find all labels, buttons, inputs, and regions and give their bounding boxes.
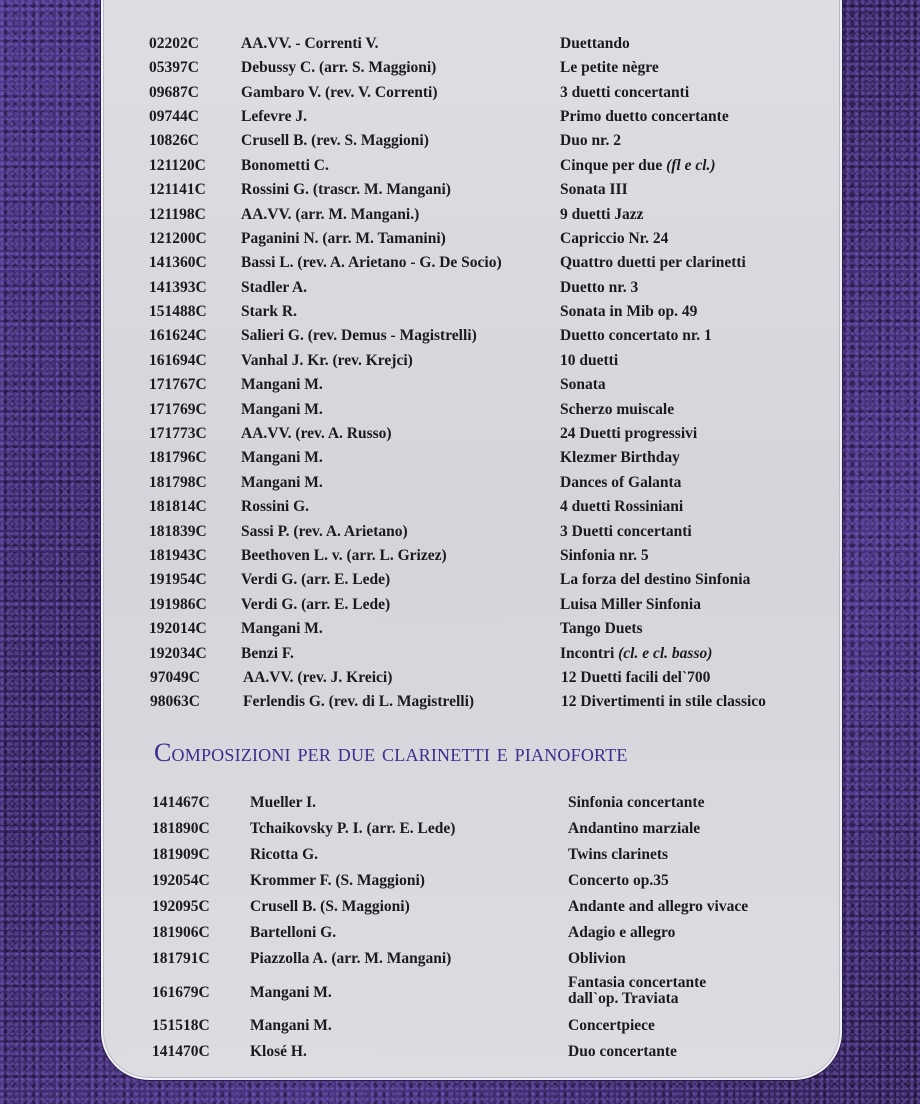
catalog-author: Bonometti C.: [241, 157, 329, 174]
catalog-row: [0, 181, 920, 199]
catalog-code: 191986C: [149, 596, 207, 613]
catalog-author: Mueller I.: [250, 794, 317, 811]
catalog-author: AA.VV. (rev. J. Kreici): [243, 669, 393, 686]
catalog-code: 181839C: [149, 523, 207, 540]
catalog-author: Lefevre J.: [241, 108, 307, 125]
catalog-row: [0, 693, 920, 711]
catalog-row: [0, 950, 920, 968]
catalog-title-text: 9 duetti Jazz: [560, 206, 644, 223]
catalog-row: [0, 132, 920, 150]
catalog-title-text: Sinfonia nr. 5: [560, 547, 649, 564]
catalog-author: Verdi G. (arr. E. Lede): [241, 571, 391, 588]
catalog-code: 02202C: [149, 35, 199, 52]
catalog-title: [560, 547, 649, 565]
catalog-author: Rossini G. (trascr. M. Mangani): [241, 181, 451, 198]
catalog-title-text: 3 duetti concertanti: [560, 84, 690, 101]
catalog-code: 181909C: [152, 846, 210, 863]
catalog-title: [560, 230, 668, 248]
catalog-code: 151518C: [152, 1017, 210, 1034]
catalog-title-text: Incontri: [560, 645, 615, 662]
catalog-code: 191954C: [149, 571, 207, 588]
catalog-title-text: Quattro duetti per clarinetti: [560, 254, 746, 271]
catalog-author: Paganini N. (arr. M. Tamanini): [241, 230, 446, 247]
catalog-code: 181943C: [149, 547, 207, 564]
catalog-code: 141393C: [149, 279, 207, 296]
catalog-title: [560, 620, 643, 638]
catalog-author: Benzi F.: [241, 645, 294, 662]
catalog-row: [0, 669, 920, 687]
catalog-row: [0, 401, 920, 419]
catalog-author: Bartelloni G.: [250, 924, 337, 941]
catalog-title-text: Duettando: [560, 35, 630, 52]
catalog-title-text: Capriccio Nr. 24: [560, 230, 669, 247]
catalog-row: [0, 35, 920, 53]
catalog-row: [0, 449, 920, 467]
catalog-title: Andantino marziale: [568, 820, 701, 837]
catalog-author: AA.VV. (rev. A. Russo): [241, 425, 392, 442]
catalog-author: Mangani M.: [241, 474, 323, 491]
catalog-code: 171769C: [149, 401, 207, 418]
catalog-author: Mangani M.: [250, 1017, 332, 1034]
catalog-author: AA.VV. (arr. M. Mangani.): [241, 206, 420, 223]
catalog-code: 192034C: [149, 645, 207, 662]
catalog-title: [560, 206, 644, 224]
catalog-row: [0, 547, 920, 565]
catalog-row: [0, 425, 920, 443]
catalog-title-text: Cinque per due: [560, 157, 663, 174]
catalog-title: [560, 303, 697, 321]
catalog-title-text: Le petite nègre: [560, 59, 659, 76]
catalog-title-text: Luisa Miller Sinfonia: [560, 596, 701, 613]
catalog-author: Mangani M.: [241, 620, 323, 637]
catalog-title-note: (fl e cl.): [666, 157, 716, 174]
catalog-title: [560, 449, 680, 467]
catalog-row: [0, 376, 920, 394]
catalog-title: [560, 596, 701, 614]
catalog-title: [560, 327, 712, 345]
catalog-code: 161624C: [149, 327, 207, 344]
catalog-author: AA.VV. - Correnti V.: [241, 35, 379, 52]
catalog-title: [560, 84, 689, 102]
catalog-title: [560, 157, 716, 175]
catalog-title: [561, 669, 710, 687]
catalog-title: Andante and allegro vivace: [568, 898, 749, 915]
catalog-title-text: Primo duetto concertante: [560, 108, 729, 125]
catalog-title: Adagio e allegro: [568, 924, 676, 941]
catalog-code: 181796C: [149, 449, 207, 466]
catalog-title: [560, 645, 712, 663]
catalog-row: [0, 279, 920, 297]
catalog-code: 181791C: [152, 950, 210, 967]
catalog-title: [560, 401, 674, 419]
catalog-author: Ricotta G.: [250, 846, 319, 863]
catalog-code: 09687C: [149, 84, 199, 101]
catalog-row: [0, 596, 920, 614]
catalog-title: [560, 35, 630, 53]
catalog-row: [0, 924, 920, 942]
catalog-title-text: Duo nr. 2: [560, 132, 622, 149]
catalog-code: 121198C: [149, 206, 206, 223]
catalog-code: 121120C: [149, 157, 206, 174]
catalog-code: 98063C: [150, 693, 200, 710]
catalog-row: [0, 206, 920, 224]
catalog-title-text: Sonata: [560, 376, 606, 393]
catalog-code: 181906C: [152, 924, 210, 941]
catalog-row: [0, 498, 920, 516]
catalog-row: [0, 571, 920, 589]
catalog-row: [0, 974, 920, 1007]
catalog-code: 05397C: [149, 59, 199, 76]
catalog-row: [0, 645, 920, 663]
catalog-title-text: 24 Duetti progressivi: [560, 425, 698, 442]
catalog-title-text: Dances of Galanta: [560, 474, 682, 491]
catalog-title-text: 10 duetti: [560, 352, 619, 369]
catalog-title: [560, 352, 618, 370]
catalog-author: Rossini G.: [241, 498, 310, 515]
catalog-author: Sassi P. (rev. A. Arietano): [241, 523, 408, 540]
catalog-row: [0, 1017, 920, 1035]
catalog-title-text: 12 Divertimenti in stile classico: [561, 693, 766, 710]
catalog-title: [560, 59, 659, 77]
catalog-author: Stark R.: [241, 303, 297, 320]
catalog-title: Oblivion: [568, 950, 626, 967]
catalog-author: Verdi G. (arr. E. Lede): [241, 596, 391, 613]
catalog-title-line: Fantasia concertante: [568, 974, 707, 991]
catalog-row: [0, 157, 920, 175]
catalog-row: [0, 846, 920, 864]
catalog-code: 181798C: [149, 474, 207, 491]
catalog-title: Sinfonia concertante: [568, 794, 705, 811]
catalog-row: [0, 898, 920, 916]
catalog-title-line: dall`op. Traviata: [568, 990, 679, 1007]
catalog-author: Piazzolla A. (arr. M. Mangani): [250, 950, 452, 967]
catalog-row: [0, 474, 920, 492]
catalog-title-text: 4 duetti Rossiniani: [560, 498, 684, 515]
catalog-title: [560, 108, 729, 126]
catalog-code: 121141C: [149, 181, 206, 198]
catalog-title: Duo concertante: [568, 1043, 677, 1060]
catalog-row: [0, 820, 920, 838]
catalog-author: Stadler A.: [241, 279, 308, 296]
catalog-code: 141467C: [152, 794, 210, 811]
catalog-row: [0, 59, 920, 77]
catalog-row: [0, 303, 920, 321]
catalog-row: [0, 794, 920, 812]
catalog-title-text: Sonata in Mib op. 49: [560, 303, 698, 320]
catalog-row: [0, 872, 920, 890]
catalog-author: Mangani M.: [241, 449, 323, 466]
catalog-code: 141470C: [152, 1043, 210, 1060]
catalog-title: [560, 498, 683, 516]
catalog-title-text: Klezmer Birthday: [560, 449, 680, 466]
catalog-code: 09744C: [149, 108, 199, 125]
catalog-author: Salieri G. (rev. Demus - Magistrelli): [241, 327, 477, 344]
catalog-code: 171773C: [149, 425, 207, 442]
catalog-row: [0, 620, 920, 638]
catalog-code: 171767C: [149, 376, 207, 393]
catalog-author: Vanhal J. Kr. (rev. Krejci): [241, 352, 413, 369]
catalog-title: Twins clarinets: [568, 846, 669, 863]
catalog-row: [0, 1043, 920, 1061]
catalog-code: 192054C: [152, 872, 210, 889]
catalog-title: [560, 425, 697, 443]
catalog-author: Beethoven L. v. (arr. L. Grizez): [241, 547, 447, 564]
catalog-author: Mangani M.: [241, 376, 323, 393]
catalog-author: Gambaro V. (rev. V. Correnti): [241, 84, 438, 101]
catalog-title-text: Scherzo muiscale: [560, 401, 675, 418]
catalog-title: [560, 571, 750, 589]
catalog-title-text: Duetto nr. 3: [560, 279, 639, 296]
catalog-title-text: La forza del destino Sinfonia: [560, 571, 751, 588]
catalog-author: Debussy C. (arr. S. Maggioni): [241, 59, 437, 76]
section-heading: Composizioni per due clarinetti e pianoforte: [154, 738, 628, 767]
catalog-row: [0, 254, 920, 272]
catalog-author: Crusell B. (rev. S. Maggioni): [241, 132, 429, 149]
catalog-author: Mangani M.: [250, 984, 332, 1001]
catalog-author: Mangani M.: [241, 401, 323, 418]
catalog-row: [0, 352, 920, 370]
catalog-author: Crusell B. (S. Maggioni): [250, 898, 410, 915]
catalog-title-text: Duetto concertato nr. 1: [560, 327, 712, 344]
catalog-title-note: (cl. e cl. basso): [618, 645, 713, 662]
catalog-author: Klosé H.: [250, 1043, 307, 1060]
catalog-title: [560, 376, 606, 394]
catalog-title: [568, 975, 706, 1007]
catalog-author: Bassi L. (rev. A. Arietano - G. De Socio): [241, 254, 502, 271]
catalog-title: [560, 181, 628, 199]
catalog-title: [560, 132, 621, 150]
catalog-title-text: 12 Duetti facili del`700: [561, 669, 711, 686]
catalog-author: Krommer F. (S. Maggioni): [250, 872, 425, 889]
catalog-code: 181890C: [152, 820, 210, 837]
catalog-title: [560, 254, 746, 272]
catalog-code: 10826C: [149, 132, 199, 149]
catalog-title: Concerto op.35: [568, 872, 669, 889]
catalog-code: 161679C: [152, 984, 210, 1001]
catalog-row: [0, 108, 920, 126]
catalog-code: 121200C: [149, 230, 207, 247]
catalog-title: [560, 279, 638, 297]
catalog-title: Concertpiece: [568, 1017, 655, 1034]
catalog-row: [0, 523, 920, 541]
catalog-author: Tchaikovsky P. I. (arr. E. Lede): [250, 820, 456, 837]
catalog-code: 97049C: [150, 669, 200, 686]
catalog-title: [560, 474, 681, 492]
catalog-title: [560, 523, 692, 541]
catalog-code: 161694C: [149, 352, 207, 369]
catalog-row: [0, 230, 920, 248]
catalog-code: 192095C: [152, 898, 210, 915]
catalog-author: Ferlendis G. (rev. di L. Magistrelli): [243, 693, 475, 710]
catalog-code: 192014C: [149, 620, 207, 637]
catalog-code: 151488C: [149, 303, 207, 320]
catalog-title: [561, 693, 766, 711]
catalog-title-text: Sonata III: [560, 181, 628, 198]
catalog-title-text: 3 Duetti concertanti: [560, 523, 692, 540]
catalog-row: [0, 327, 920, 345]
catalog-row: [0, 84, 920, 102]
catalog-code: 141360C: [149, 254, 207, 271]
catalog-code: 181814C: [149, 498, 207, 515]
catalog-title-text: Tango Duets: [560, 620, 643, 637]
